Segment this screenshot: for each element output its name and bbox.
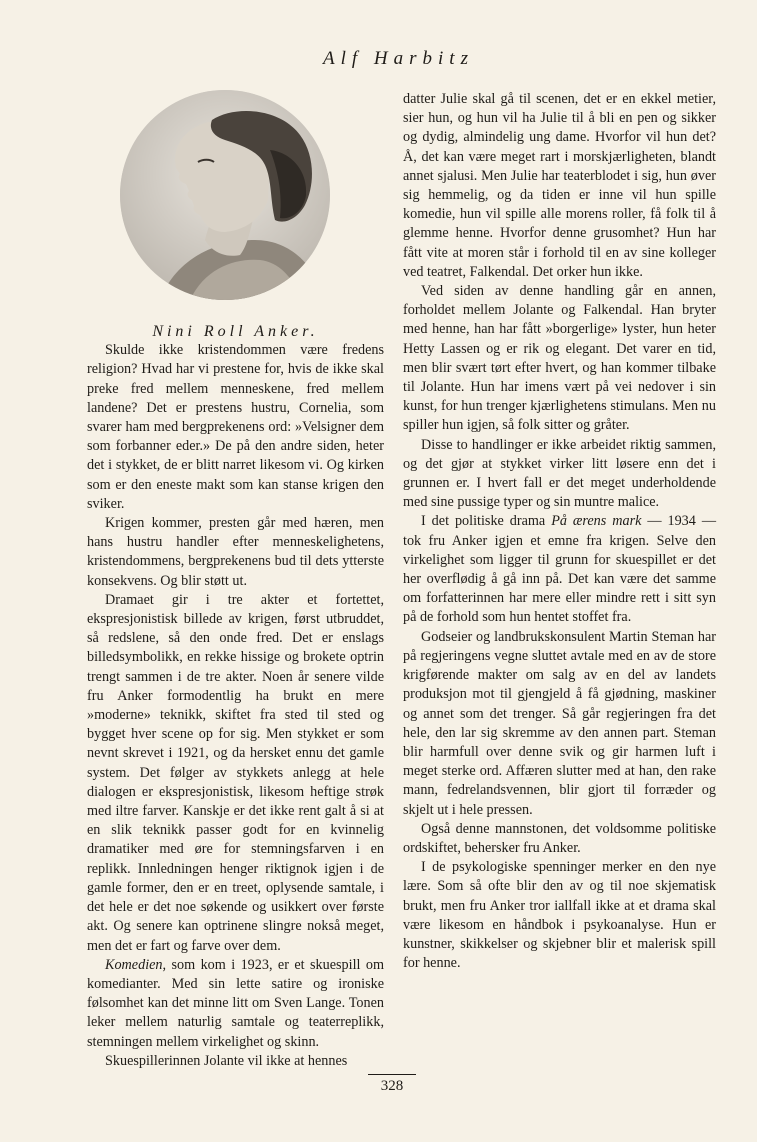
paragraph: datter Julie skal gå til scenen, det er en ekkel metier, sier hun, og hun vil ha Julie til å bli en pen og sikker og dydig, almindelig ung dame. Hvorfor vil hun det? Å, det kan være meget rart i morskjærligheten, blandt annet sjalusi. Men Julie har teaterblodet i sig, hun øver sig hemmelig, og da tiden er inne vil hun spille komedie, hun vil spille alle morens roller, få folk til å glemme henne. Hvorfor denne grusomhet? Hun har fått vite at moren står i forhold til en av sine kolleger ved teatret, Falkendal. Det orker hun ikke.	[403, 91, 716, 280]
paragraph: Dramaet gir i tre akter et fortettet, ekspresjonistisk billede av krigen, først utbruddet, så redslene, så den onde fred. Det er enslags billedsymbolikk, en rekke hissige og brokete optrin trengt sammen i de tre akter. Noen år senere vilde fru Anker formodentlig ha brukt en mere »moderne» teknikk, skiftet fra sted til sted og bygget hver scene op for sig. Men stykket er som nevnt skrevet i 1921, og da hersket ennu det gamle system. Det følger av stykkets anlegg at hele dialogen er ekspresjonistisk, likesom heftige strøk med iltre farver. Kanskje er det ikke rent galt å si at en slik teknikk passer godt for en kvinnelig dramatiker med øre for stemningsfarven i en replikk. Innledningen henger riktignok igjen i de gamle former, den er en treet, oplysende samtale, i det hele er det noe søkende og usikkert over første akt. Og senere kan optrinene slingre nokså meget, men det er fart og farve over dem.	[87, 591, 384, 954]
paragraph-text: — 1934 — tok fru Anker igjen et emne fra krigen. Selve den virkelighet som ligger til grunn for skuespillet er det her overflødig å gå inn på. Det kan være det samme om forfatterinnen har mere eller mindre rett i sitt syn på de forhold som hun hentet stoffet fra.	[403, 513, 716, 626]
paragraph-text: som kom i 1923, er et skuespill om komedianter. Med sin lette satire og ironiske følsomhet kan det minne litt om Sven Lange. Tonen leker mellem naturlig samtale og teaterreplikk, stemningen mellem virkelighet og skinn.	[87, 956, 384, 1050]
play-title: Komedien,	[105, 956, 167, 973]
portrait-photo	[120, 90, 330, 300]
paragraph	[87, 956, 384, 1052]
paragraph: Godseier og landbrukskonsulent Martin Steman har på regjeringens vegne sluttet avtale med en av de store krigførende makter om salg av en del av landets produksjon mot til gjengjeld å få gjødning, maskiner og annet som det trenger. Så går regjeringen fra det hele, den lar sig skremme av den annen part. Steman blir harmfull over denne svik og gir harmen luft i meget sterke ord. Affæren slutter med at han, den rake mann, fedrelandsvennen, blir gjort til forræder og skjelt ut i hele pressen.	[403, 628, 716, 818]
paragraph: Ved siden av denne handling går en annen, forholdet mellem Jolante og Falkendal. Han bryter med henne, han har fått »borgerlige» lyster, hun heter Hetty Lassen og er rik og elegant. Det varer en tid, men blir svært tørt efter hvert, og han kommer tilbake til Jolante. Hun har imens vært på vei nedover i sin kunst, for hun trenger kjærlighetens stimulans. Men nu spiller hun igjen, så folk sitter og gråter.	[403, 283, 716, 434]
portrait-caption: Nini Roll Anker.	[152, 323, 319, 340]
portrait-image	[120, 90, 330, 300]
paragraph	[403, 512, 716, 627]
left-column	[87, 90, 384, 1071]
paragraph: I de psykologiske spenninger merker en den nye lære. Som så ofte blir den av og til noe skjematisk brukt, men fru Anker tror iallfall ikke at et drama skal være likesom en håndbok i psykoanalyse. Hun er kunstner, skikkelser og skjebner blir et malerisk spill for henne.	[403, 859, 716, 972]
portrait-figure	[87, 90, 384, 322]
paragraph-text: I det politiske drama	[421, 513, 552, 530]
paragraph: Disse to handlinger er ikke arbeidet riktig sammen, og det gjør at stykket virker litt løsere enn det i grunnen er. I hvert fall er det meget underholdende med sine pussige typer og sin muntre malice.	[403, 436, 716, 511]
running-header-author: Alf Harbitz	[323, 48, 474, 69]
paragraph: Krigen kommer, presten går med hæren, men hans hustru handler efter menneskelighetens, kristendommens, bergprekenens bud til dets ytterste konsekvens. Og blir støtt ut.	[87, 515, 384, 589]
paragraph: Skuespillerinnen Jolante vil ikke at hennes	[105, 1052, 348, 1069]
play-title: På ærens mark	[551, 513, 642, 530]
page-number: 328	[368, 1074, 416, 1095]
paragraph: Skulde ikke kristendommen være fredens religion? Hvad har vi prestene for, hvis de ikke skal preke fred mellem menneskene, fred mellem landene? Det er prestens hustru, Cornelia, som svarer ham med bergprekenens ord: »Velsigner dem som forbanner eder.» De på den andre siden, heter det i stykket, de er blitt narret likesom vi. Og kirken som er den eneste makt som kan stanse krigen den sviker.	[87, 342, 384, 512]
right-column	[403, 90, 716, 973]
paragraph: Også denne mannstonen, det voldsomme politiske ordskiftet, behersker fru Anker.	[403, 820, 716, 856]
